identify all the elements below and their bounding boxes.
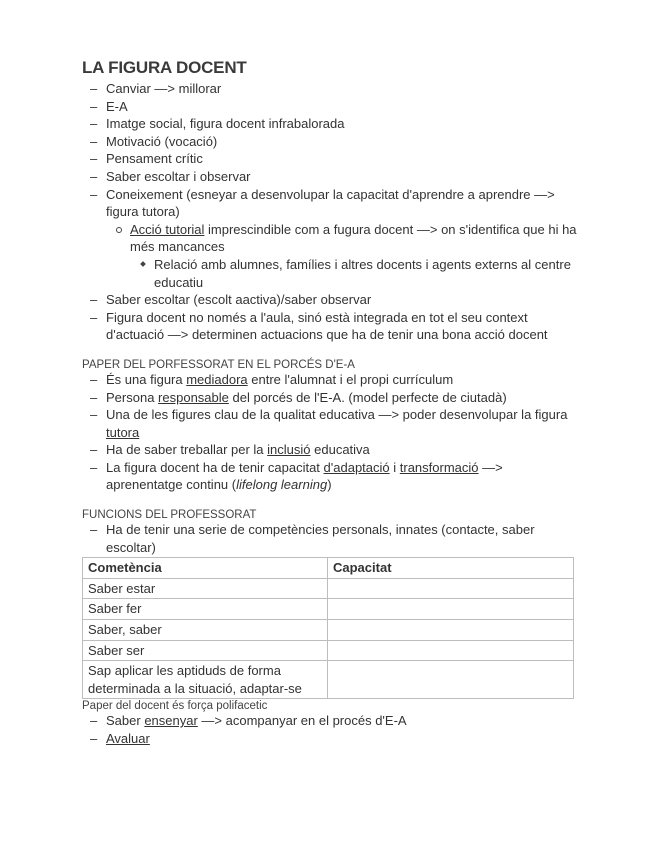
- sub-list: [82, 221, 582, 256]
- paper-list: [82, 371, 582, 494]
- text: És una figura: [106, 371, 187, 387]
- final-list: [82, 712, 582, 747]
- table-header-row: [83, 558, 574, 579]
- list-item: – Saber escoltar (escolt aactiva)/saber observar: [82, 291, 582, 309]
- column-header: Capacitat: [328, 558, 574, 579]
- table-cell: [328, 661, 574, 699]
- list-item: – Ha de tenir una serie de competències personals, innates (contacte, saber escoltar): [82, 521, 582, 556]
- table-row: [83, 578, 574, 599]
- table-cell: Sap aplicar les aptiduds de forma determinada a la situació, adaptar-se: [83, 661, 328, 699]
- text: —> aprenentatge continu (: [106, 459, 503, 493]
- list-item: [82, 441, 582, 459]
- list-item: [82, 730, 582, 748]
- table-cell: Saber fer: [83, 599, 328, 620]
- list-item: [82, 712, 582, 730]
- funcions-list: [82, 521, 582, 556]
- section-heading-funcions: FUNCIONS DEL PROFESSORAT: [82, 509, 257, 522]
- table-row: [83, 661, 574, 699]
- underlined-term: Avaluar: [106, 731, 150, 746]
- section-heading-paper: PAPER DEL PORFESSORAT EN EL PORCÉS D'E-A: [82, 358, 355, 371]
- text: Una de les figures clau de la qualitat educativa —> poder desenvolupar la figura: [106, 407, 568, 423]
- table-cell: Saber, saber: [83, 620, 328, 641]
- underlined-term: inclusió: [267, 442, 311, 458]
- text: Ha de saber treballar per la: [106, 442, 268, 458]
- text: La figura docent ha de tenir capacitat: [106, 459, 324, 475]
- note-paragraph: Paper del docent és força polifacetic: [82, 700, 268, 713]
- list-item: – Canviar —> millorar: [82, 80, 582, 98]
- table-cell: Saber ser: [83, 640, 328, 661]
- text: educativa: [310, 442, 370, 458]
- sub-sub-list-item: Relació amb alumnes, famílies i altres docents i agents externs al centre educatiu: [82, 256, 582, 291]
- underlined-term: Acció tutorial: [130, 221, 205, 237]
- table-cell: [328, 599, 574, 620]
- page-title: LA FIGURA DOCENT: [82, 58, 247, 77]
- table-cell: [328, 578, 574, 599]
- column-header: Cometència: [83, 558, 328, 579]
- list-item: [82, 371, 582, 389]
- sub-list-item: [82, 221, 582, 256]
- list-item: – Saber escoltar i observar: [82, 168, 582, 186]
- table-cell: [328, 620, 574, 641]
- list-item: – Coneixement (esneyar a desenvolupar la capacitat d'aprendre a aprendre —> figura tutora): [82, 186, 582, 221]
- competencies-table: [82, 557, 574, 699]
- list-item: – Figura docent no només a l'aula, sinó està integrada en tot el seu context d'actuació —> determinen actuacions que ha de tenir una bona acció docent: [82, 309, 582, 344]
- list-item: [82, 459, 582, 494]
- text: Persona: [106, 389, 159, 405]
- text: entre l'alumnat i el propi currículum: [247, 371, 454, 387]
- list-item: [82, 406, 582, 441]
- underlined-term: d'adaptació: [323, 459, 390, 475]
- underlined-term: ensenyar: [144, 713, 198, 729]
- italic-term: lifelong learning: [236, 477, 328, 493]
- table-row: [83, 599, 574, 620]
- table-cell: [328, 640, 574, 661]
- list-item: [82, 389, 582, 407]
- intro-list-continued: [82, 291, 582, 344]
- sub-item-text: imprescindible com a fugura docent —> on s'identifica que hi ha més mancances: [130, 221, 577, 255]
- sub-sub-list: [82, 256, 582, 291]
- list-item: – Pensament crític: [82, 150, 582, 168]
- text: del porcés de l'E-A. (model perfecte de ciutadà): [228, 389, 507, 405]
- underlined-term: mediadora: [186, 371, 248, 387]
- table-row: [83, 640, 574, 661]
- intro-list: [82, 80, 582, 221]
- document: [82, 58, 582, 748]
- list-item: – Motivació (vocació): [82, 133, 582, 151]
- underlined-term: transformació: [399, 459, 479, 475]
- text: —> acompanyar en el procés d'E-A: [197, 713, 407, 729]
- text: ): [327, 477, 332, 493]
- table-row: [83, 620, 574, 641]
- table-cell: Saber estar: [83, 578, 328, 599]
- text: Saber: [106, 713, 145, 729]
- underlined-term: tutora: [106, 424, 140, 440]
- list-item: – E-A: [82, 98, 582, 116]
- list-item: – Imatge social, figura docent infrabalorada: [82, 115, 582, 133]
- underlined-term: responsable: [158, 389, 229, 405]
- text: i: [389, 459, 400, 475]
